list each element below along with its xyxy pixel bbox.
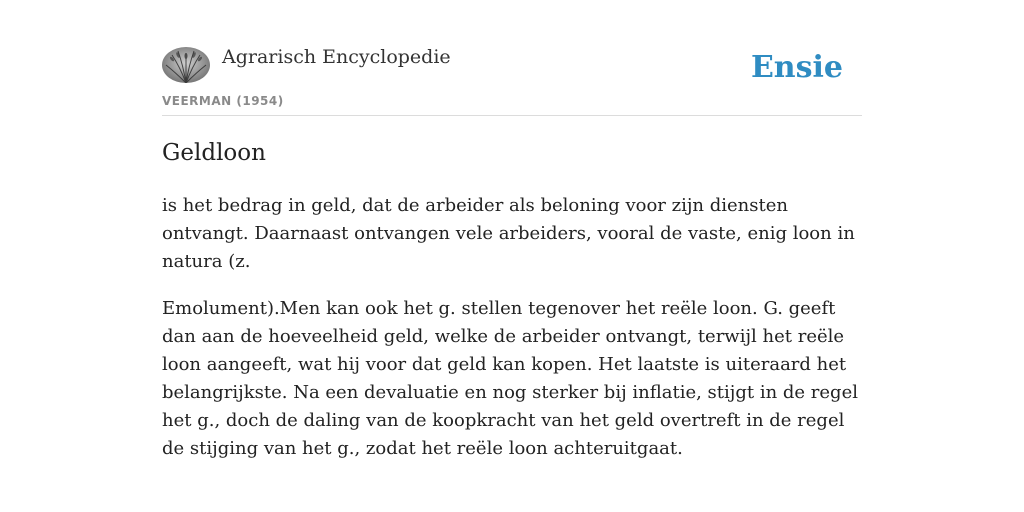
page-header bbox=[162, 0, 862, 116]
entry-paragraph: Emolument).Men kan ook het g. stellen tegenover het reële loon. G. geeft dan aan de hoeveelheid geld, welke de arbeider ontvangt, terwijl het reële loon aangeeft, wat hij voor dat geld kan kopen. Het laatste is uiteraard het belangrijkste. Na een devaluatie en nog sterker bij inflatie, stijgt in de regel het g., doch de daling van de koopkracht van het geld overtreft in de regel de stijging van het g., zodat het reële loon achteruitgaat. bbox=[162, 298, 858, 459]
source-title[interactable]: Agrarisch Encyclopedie bbox=[222, 46, 451, 68]
wheat-engraving-icon[interactable] bbox=[162, 47, 210, 83]
brand-logo[interactable]: Ensie bbox=[750, 50, 843, 85]
entry-paragraph: is het bedrag in geld, dat de arbeider als beloning voor zijn diensten ontvangt. Daarnaast ontvangen vele arbeiders, vooral de vaste, enig loon in natura (z. bbox=[162, 195, 855, 272]
page-title: Geldloon bbox=[162, 140, 266, 166]
entry-body bbox=[162, 192, 862, 482]
article-page bbox=[162, 0, 862, 512]
source-author: VEERMAN (1954) bbox=[162, 94, 284, 108]
